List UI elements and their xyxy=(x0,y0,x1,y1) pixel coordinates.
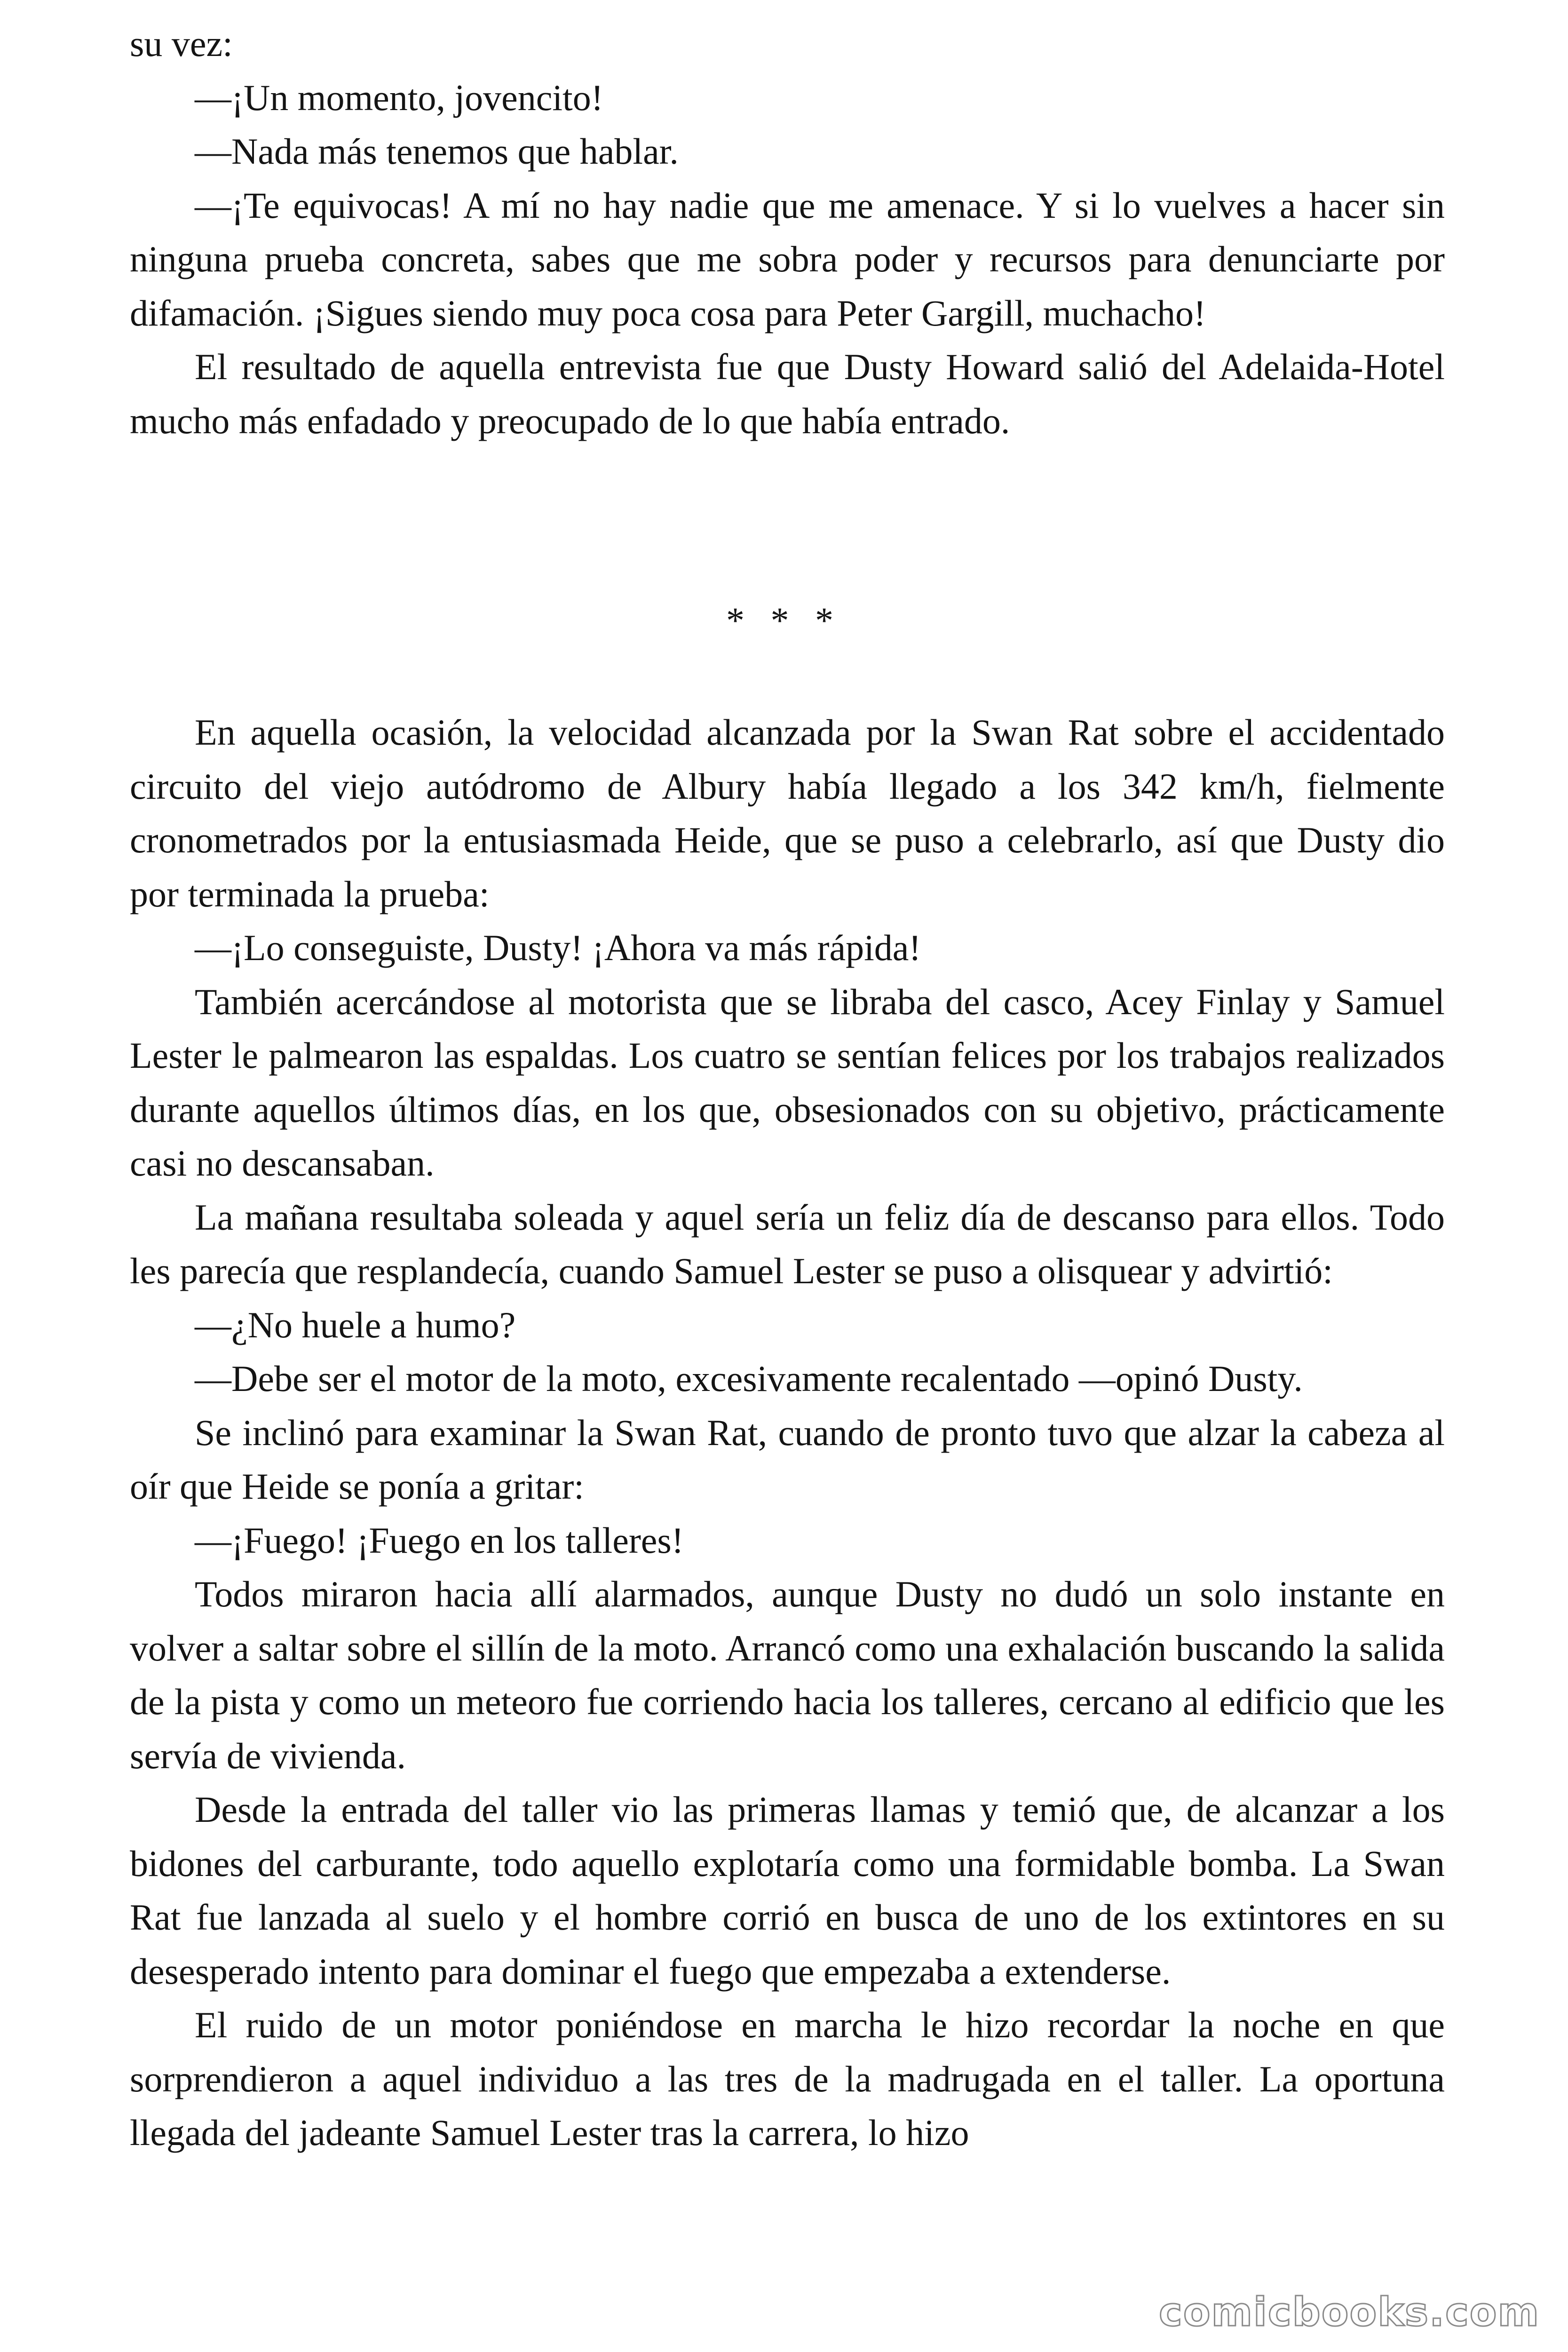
paragraph: En aquella ocasión, la velocidad alcanzada por la Swan Rat sobre el accidentado circuito del viejo autódromo de Albury había llegado a los 342 km/h, fielmente cronometrados por la entusiasmada Heide, que se puso a celebrarlo, así que Dusty dio por terminada la prueba: xyxy=(130,712,1445,914)
paragraph: El ruido de un motor poniéndose en marcha le hizo recordar la noche en que sorprendieron a aquel individuo a las tres de la madrugada en el taller. La oportuna llegada del jadeante Samuel Lester tras la carrera, lo hizo xyxy=(130,2004,1445,2153)
paragraph: Se inclinó para examinar la Swan Rat, cuando de pronto tuvo que alzar la cabeza al oír que Heide se ponía a gritar: xyxy=(130,1412,1445,1507)
paragraph: —¡Te equivocas! A mí no hay nadie que me amenace. Y si lo vuelves a hacer sin ninguna prueba concreta, sabes que me sobra poder y recursos para denunciarte por difamación. ¡Sigues siendo muy poca cosa para Peter Gargill, muchacho! xyxy=(130,184,1445,334)
section-separator: * * * xyxy=(726,600,842,641)
paragraph: su vez: xyxy=(130,23,233,64)
paragraph: El resultado de aquella entrevista fue que Dusty Howard salió del Adelaida-Hotel mucho más enfadado y preocupado de lo que había entrado. xyxy=(130,346,1445,441)
text-block-top xyxy=(130,17,1445,448)
paragraph: —¿No huele a humo? xyxy=(195,1304,516,1345)
paragraph: Todos miraron hacia allí alarmados, aunque Dusty no dudó un solo instante en volver a saltar sobre el sillín de la moto. Arrancó como una exhalación buscando la salida de la pista y como un meteoro fue corriendo hacia los talleres, cercano al edificio que les servía de vivienda. xyxy=(130,1573,1445,1776)
paragraph: Desde la entrada del taller vio las primeras llamas y temió que, de alcanzar a los bidones del carburante, todo aquello explotaría como una formidable bomba. La Swan Rat fue lanzada al suelo y el hombre corrió en busca de uno de los extintores en su desesperado intento para dominar el fuego que empezaba a extenderse. xyxy=(130,1789,1445,1992)
paragraph: —¡Fuego! ¡Fuego en los talleres! xyxy=(195,1519,684,1561)
paragraph: —Nada más tenemos que hablar. xyxy=(195,131,679,172)
text-block-bottom xyxy=(130,706,1445,2160)
paragraph: También acercándose al motorista que se libraba del casco, Acey Finlay y Samuel Lester le palmearon las espaldas. Los cuatro se sentían felices por los trabajos realizados durante aquellos últimos días, en los que, obsesionados con su objetivo, prácticamente casi no descansaban. xyxy=(130,981,1445,1184)
watermark: comicbooks.com xyxy=(1159,2289,1540,2335)
paragraph: —Debe ser el motor de la moto, excesivamente recalentado —opinó Dusty. xyxy=(195,1358,1303,1399)
paragraph: —¡Un momento, jovencito! xyxy=(195,77,603,118)
paragraph: La mañana resultaba soleada y aquel sería un feliz día de descanso para ellos. Todo les parecía que resplandecía, cuando Samuel Lester se puso a olisquear y advirtió: xyxy=(130,1196,1445,1291)
paragraph: —¡Lo conseguiste, Dusty! ¡Ahora va más rápida! xyxy=(195,927,921,968)
